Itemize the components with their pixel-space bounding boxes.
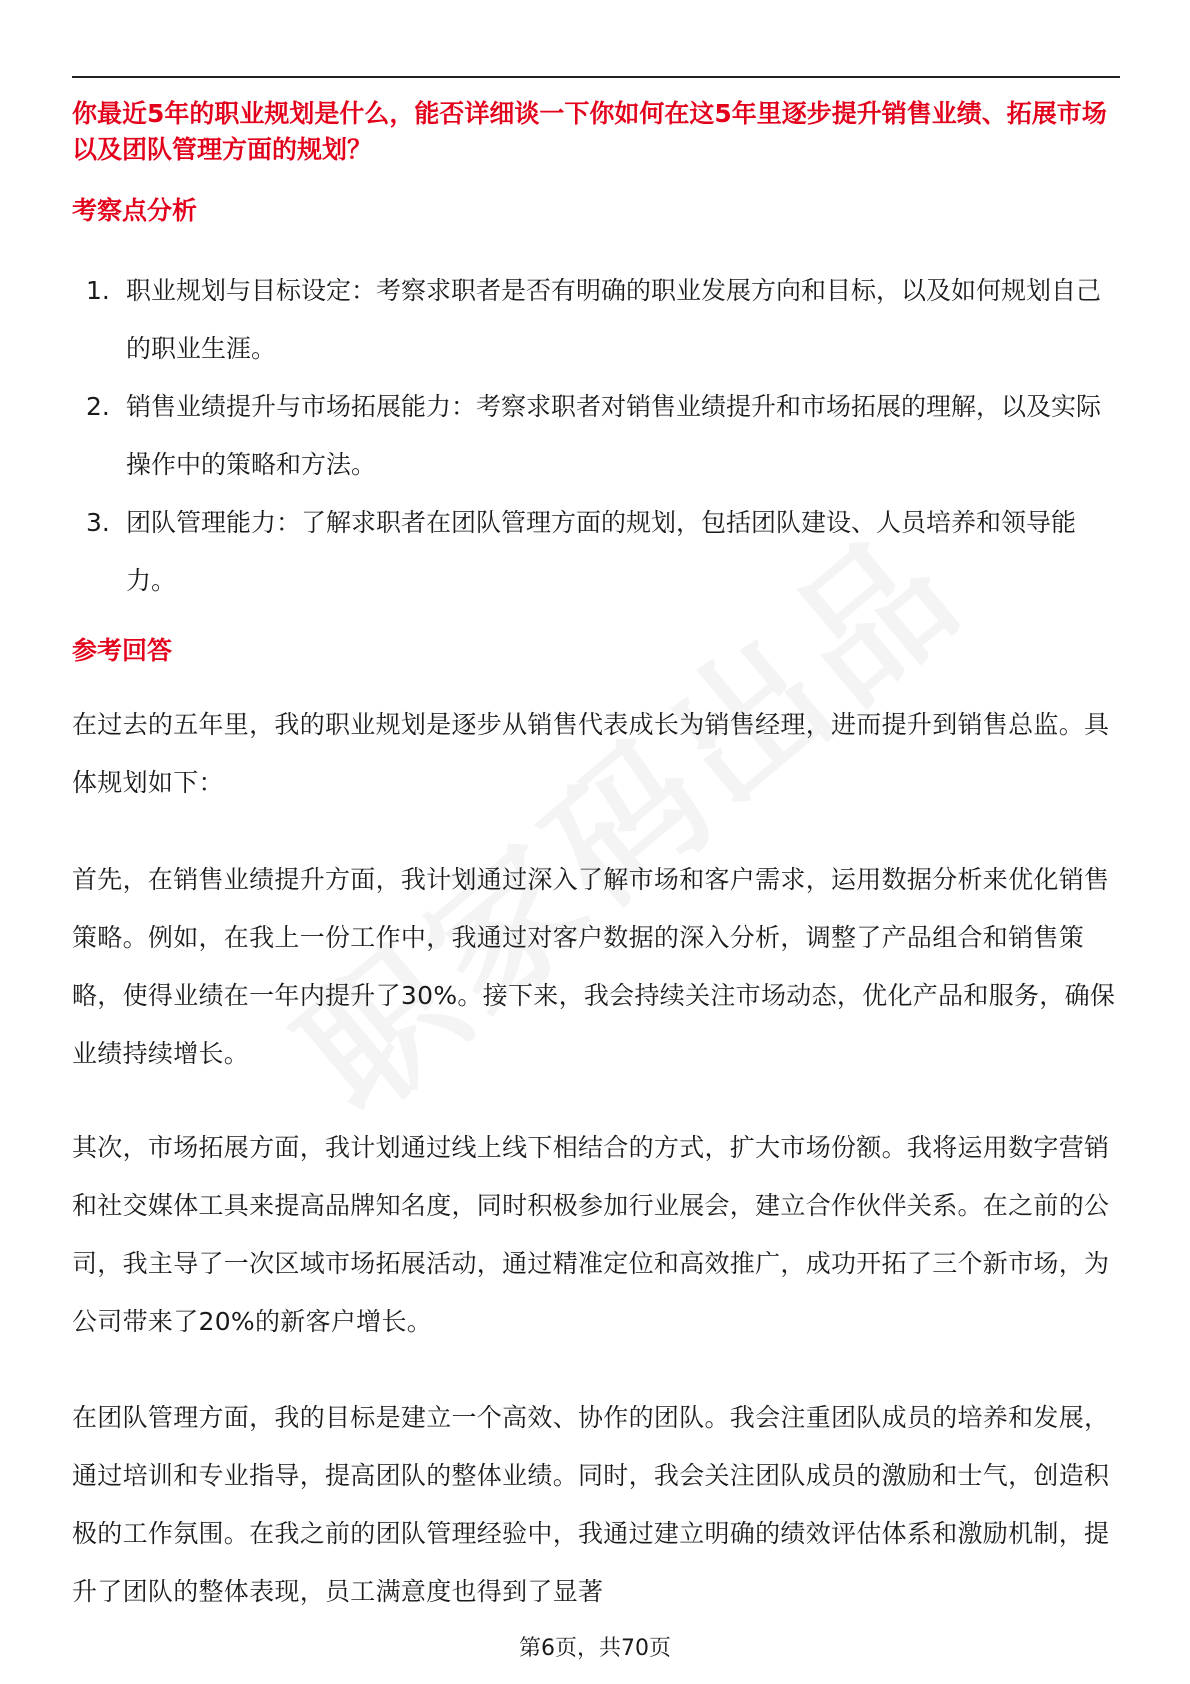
point-text: 职业规划与目标设定：考察求职者是否有明确的职业发展方向和目标，以及如何规划自己的职业生涯。 (126, 276, 1102, 363)
answer-paragraph: 在过去的五年里，我的职业规划是逐步从销售代表成长为销售经理，进而提升到销售总监。具体规划如下： (72, 710, 1110, 797)
point-text: 团队管理能力：了解求职者在团队管理方面的规划，包括团队建设、人员培养和领导能力。 (126, 508, 1077, 595)
answer-paragraph: 首先，在销售业绩提升方面，我计划通过深入了解市场和客户需求，运用数据分析来优化销售策略。例如，在我上一份工作中，我通过对客户数据的深入分析，调整了产品组合和销售策略，使得业绩在一年内提升了30%。接下来，我会持续关注市场动态，优化产品和服务，确保业绩持续增长。 (72, 865, 1116, 1068)
point-number: 3. (86, 508, 110, 537)
analysis-point (72, 262, 1122, 378)
analysis-point (72, 378, 1122, 494)
analysis-points-list (72, 262, 1122, 610)
page-number-footer: 第6页，共70页 (519, 1636, 671, 1661)
analysis-point (72, 494, 1122, 610)
top-divider (72, 76, 1120, 78)
point-text: 销售业绩提升与市场拓展能力：考察求职者对销售业绩提升和市场拓展的理解，以及实际操作中的策略和方法。 (126, 392, 1102, 479)
point-number: 2. (86, 392, 110, 421)
question-title: 你最近5年的职业规划是什么，能否详细谈一下你如何在这5年里逐步提升销售业绩、拓展市场以及团队管理方面的规划？ (72, 99, 1107, 164)
answer-paragraph: 其次，市场拓展方面，我计划通过线上线下相结合的方式，扩大市场份额。我将运用数字营销和社交媒体工具来提高品牌知名度，同时积极参加行业展会，建立合作伙伴关系。在之前的公司，我主导了一次区域市场拓展活动，通过精准定位和高效推广，成功开拓了三个新市场，为公司带来了20%的新客户增长。 (72, 1133, 1110, 1336)
analysis-heading: 考察点分析 (72, 196, 198, 225)
answer-heading: 参考回答 (72, 636, 173, 665)
point-number: 1. (86, 276, 110, 305)
answer-paragraph: 在团队管理方面，我的目标是建立一个高效、协作的团队。我会注重团队成员的培养和发展，通过培训和专业指导，提高团队的整体业绩。同时，我会关注团队成员的激励和士气，创造积极的工作氛围。在我之前的团队管理经验中，我通过建立明确的绩效评估体系和激励机制，提升了团队的整体表现，员工满意度也得到了显著 (72, 1403, 1110, 1606)
